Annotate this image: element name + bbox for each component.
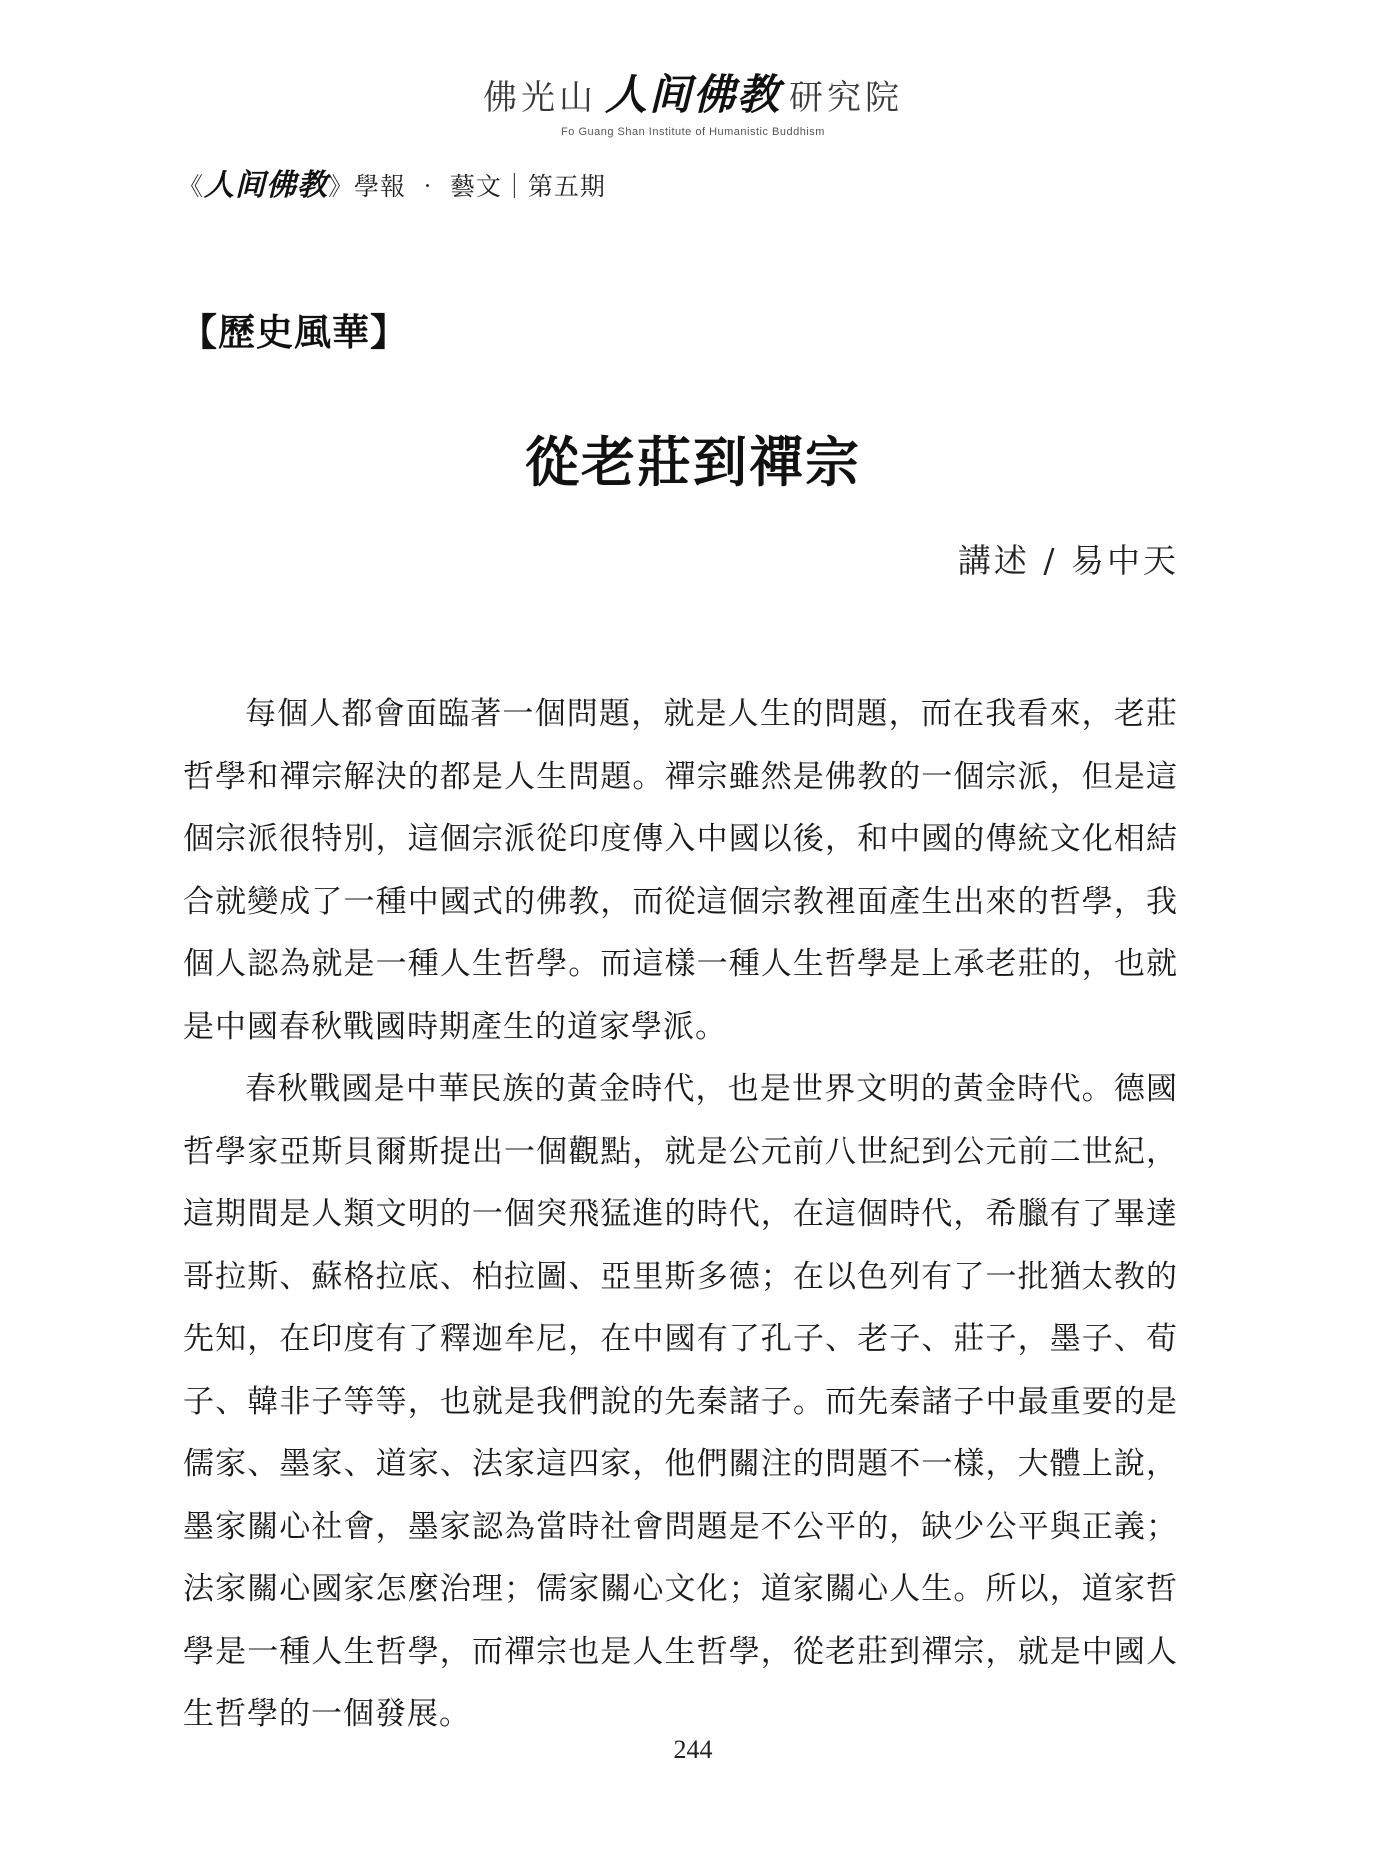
institute-brand-logo: 人间佛教 xyxy=(604,70,781,119)
paragraph: 春秋戰國是中華民族的黃金時代，也是世界文明的黃金時代。德國哲學家亞斯貝爾斯提出一個觀點，就是公元前八世紀到公元前二世紀，這期間是人類文明的一個突飛猛進的時代，在這個時代，希臘有了畢達哥拉斯、蘇格拉底、柏拉圖、亞里斯多德；在以色列有了一批猶太教的先知，在印度有了釋迦牟尼，在中國有了孔子、老子、莊子，墨子、荀子、韓非子等等，也就是我們說的先秦諸子。而先秦諸子中最重要的是儒家、墨家、道家、法家這四家，他們關注的問題不一樣，大體上說，墨家關心社會，墨家認為當時社會問題是不公平的，缺少公平與正義；法家關心國家怎麼治理；儒家關心文化；道家關心人生。所以，道家哲學是一種人生哲學，而禪宗也是人生哲學，從老莊到禪宗，就是中國人生哲學的一個發展。 xyxy=(183,1071,1178,1732)
article-body xyxy=(183,683,1178,1746)
journal-open-bracket: 《 xyxy=(178,172,205,201)
section-label: 【歷史風華】 xyxy=(180,310,408,354)
journal-brand-logo: 人间佛教 xyxy=(204,168,329,203)
article-byline: 講述 / 易中天 xyxy=(957,541,1179,580)
paragraph: 每個人都會面臨著一個問題，就是人生的問題，而在我看來，老莊哲學和禪宗解決的都是人生問題。禪宗雖然是佛教的一個宗派，但是這個宗派很特別，這個宗派從印度傳入中國以後，和中國的傳統文化相結合就變成了一種中國式的佛教，而從這個宗教裡面產生出來的哲學，我個人認為就是一種人生哲學。而這樣一種人生哲學是上承老莊的，也就是中國春秋戰國時期產生的道家學派。 xyxy=(183,696,1178,1045)
journal-running-head xyxy=(178,160,606,204)
article-title: 從老莊到禪宗 xyxy=(525,430,861,494)
institute-suffix: 研究院 xyxy=(789,78,903,118)
journal-issue-text: 》學報 ‧ 藝文｜第五期 xyxy=(328,172,606,201)
institute-english-name: Fo Guang Shan Institute of Humanistic Buddhism xyxy=(561,126,825,138)
institute-name xyxy=(483,62,903,122)
institute-header xyxy=(0,62,1386,138)
institute-prefix: 佛光山 xyxy=(482,78,597,118)
page-number: 244 xyxy=(673,1735,713,1764)
